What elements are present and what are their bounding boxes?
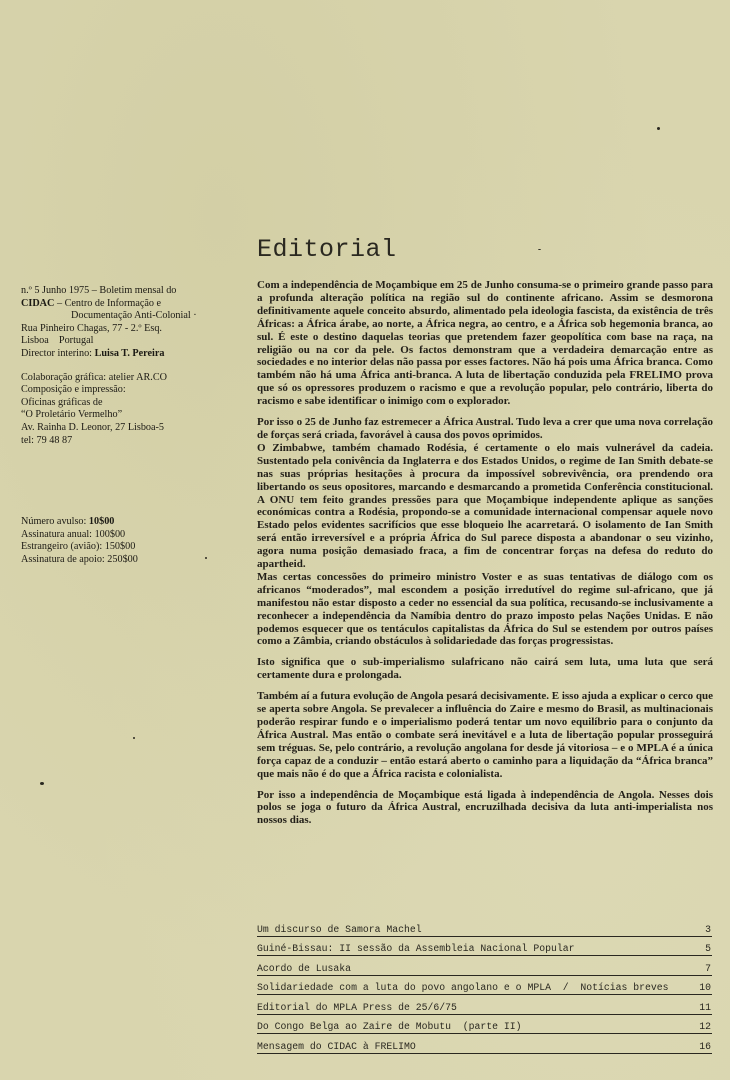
print-speck [133, 737, 135, 739]
price-label: Assinatura de apoio: [21, 553, 108, 565]
price-item [21, 516, 241, 529]
address: Rua Pinheiro Chagas, 77 - 2.º Esq. [21, 322, 162, 334]
city: Lisboa Portugal [21, 335, 94, 347]
toc-page-number: 5 [705, 943, 711, 954]
toc-page-number: 11 [699, 1001, 711, 1013]
toc-title: Acordo de Lusaka [257, 962, 352, 974]
paragraph: O Zimbabwe, também chamado Rodésia, é certamente o elo mais vulnerável da cadeia. Sustentado pela conivência da Inglaterra e dos Estados Unidos, o regime de Ian Smith debate-se nas suas próprias hesitações à procura da impossível sobrevivência, ora prendendo ora libertando os seus opositores, marcando e desmarcando a prometida Conferência constitucional. A ONU tem feito grandes pressões para que Moçambique independente aplique as sanções económicas contra a Rodésia, propondo-se a comunidade internacional compensar aquele novo Estado pelos evidentes sacrifícios que esse bloqueio lhe acarretará. O isolamento de Ian Smith será então irreversível e a própria África do Sul parece disposta a abandonar o seu vizinho, agora numa posição demasiado fraca, a fim de concentrar forças na defesa do reduto do apartheid. [257, 441, 713, 571]
graphics-name: atelier AR.CO [108, 371, 167, 383]
toc-title: Editorial do MPLA Press de 25/6/75 [257, 1001, 457, 1013]
toc-page-number: 3 [705, 923, 711, 935]
price-value: 10$00 [88, 516, 115, 528]
price-label: Assinatura anual: [21, 528, 95, 540]
paragraph: Por isso o 25 de Junho faz estremecer a África Austral. Tudo leva a crer que uma nova correlação de forças será criada, favorável à causa dos povos oprimidos. [257, 416, 713, 441]
toc-entry[interactable] [257, 1034, 712, 1054]
print-speck [40, 782, 44, 785]
director [21, 348, 241, 361]
toc-entry[interactable] [257, 917, 712, 937]
director-label: Director interino: [21, 347, 95, 359]
price-label: Estrangeiro (avião): [21, 541, 105, 553]
credits [21, 372, 241, 448]
print-speck [538, 249, 541, 250]
graphics-credit [21, 372, 241, 385]
print-label: Composição e impressão: [21, 384, 126, 396]
paragraph: Isto significa que o sub-imperialismo sulafricano não cairá sem luta, uma luta que será certamente dura e prolongada. [257, 656, 713, 682]
table-of-contents [257, 917, 712, 1054]
editorial-body [257, 279, 713, 835]
paragraph: Por isso a independência de Moçambique está ligada à independência de Angola. Nesses dois polos se joga o futuro da África Austral, encruzilhada decisiva da luta anti-imperialista nos nossos dias. [257, 788, 713, 827]
printer-address: Av. Rainha D. Leonor, 27 Lisboa-5 [21, 421, 165, 433]
toc-page-number: 16 [699, 1040, 711, 1052]
toc-page-number: 7 [705, 962, 711, 974]
graphics-label: Colaboração gráfica: [21, 371, 109, 383]
toc-entry[interactable] [257, 995, 712, 1015]
org-abbr: CIDAC [21, 297, 55, 309]
toc-title: Do Congo Belga ao Zaire de Mobutu (parte II) [257, 1021, 522, 1032]
toc-entry[interactable] [257, 976, 712, 996]
toc-entry[interactable] [257, 937, 712, 957]
toc-title: Guiné-Bissau: II sessão da Assembleia Nacional Popular [257, 943, 575, 954]
paragraph: Também aí a futura evolução de Angola pesará decisivamente. E isso ajuda a explicar o cerco que se aperta sobre Angola. Se prevalecer a influência do Zaire e mesmo do Brasil, as multinacionais poderão respirar fundo e o imperialismo poderá tentar um novo equilíbrio para o conjunto da África Austral. Mas então o combate será inevitável e a luta de libertação popular prosseguirá sem tréguas. Se, pelo contrário, a revolução angolana for desde já vitoriosa – e o MPLA é a única força capaz de a conduzir – então estará aberto o caminho para a liquidação da “África branca” que mais não é do que a África racista e colonialista. [257, 690, 713, 780]
price-label: Número avulso: [21, 516, 89, 528]
toc-entry[interactable] [257, 1015, 712, 1035]
editorial-title: Editorial [257, 235, 397, 264]
paragraph: Mas certas concessões do primeiro ministro Voster e as suas tentativas de diálogo com os africanos “moderados”, mal escondem a posição irredutível do regime sul-africano, que já manifestou não estar disposto a ceder no essencial da sua política, recusando-se inclusivamente a reconhecer a independência da Namíbia dentro do prazo imposto pelas Nações Unidas. E não podemos esquecer que os tentáculos capitalistas da África do Sul se estendem por outros países como a Zâmbia, criando obstáculos à solidariedade das forças progressistas. [257, 570, 713, 648]
colophon [21, 285, 241, 567]
toc-page-number: 12 [699, 1021, 711, 1032]
toc-entry[interactable] [257, 956, 712, 976]
price-value: 250$00 [107, 553, 138, 565]
print-speck [657, 127, 660, 130]
printer-line-1: Oficinas gráficas de [21, 396, 103, 408]
toc-title: Um discurso de Samora Machel [257, 923, 422, 935]
org-line-2: Documentação Anti-Colonial · [71, 310, 197, 322]
price-value: 100$00 [94, 528, 126, 540]
paragraph: Com a independência de Moçambique em 25 de Junho consuma-se o primeiro grande passo para a profunda alteração política na região sul do continente africano. Assim se desmorona definitivamente aquele conceito absurdo, alimentado pela ideologia fascista, da existência de três Áfricas: a África árabe, ao norte, a África negra, ao centro, e a África sob hegemonia branca, ao sul. É este o destino daquelas teorias que pretendem fazer geopolítica com base na raça, na religião ou na cor da pele. Os factos demonstram que a verdadeira demarcação entre as sociedades e no interior delas não passa por esses factores. Não há pois uma África branca. Como também não há uma África anti-branca. A luta de libertação conduzida pela FRELIMO prova que só os opressores produzem o racismo e que a revolução popular, pelo contrário, liberta do racismo e sabe identificar o inimigo com o explorador. [257, 279, 713, 408]
printer-line-2: “O Proletário Vermelho” [21, 409, 123, 421]
org-name: – Centro de Informação e [54, 297, 162, 309]
price-item [21, 529, 241, 542]
issue-line: n.º 5 Junho 1975 – Boletim mensal do [21, 285, 177, 296]
toc-title: Solidariedade com a luta do povo angolano e o MPLA / Notícias breves [257, 982, 669, 993]
toc-title: Mensagem do CIDAC à FRELIMO [257, 1040, 416, 1052]
director-name: Luisa T. Pereira [94, 347, 165, 359]
phone: tel: 79 48 87 [21, 434, 73, 446]
org-line [21, 298, 241, 311]
toc-page-number: 10 [699, 982, 711, 993]
price-value: 150$00 [104, 541, 136, 553]
price-list [21, 516, 241, 566]
price-item [21, 541, 241, 554]
price-item [21, 554, 241, 567]
